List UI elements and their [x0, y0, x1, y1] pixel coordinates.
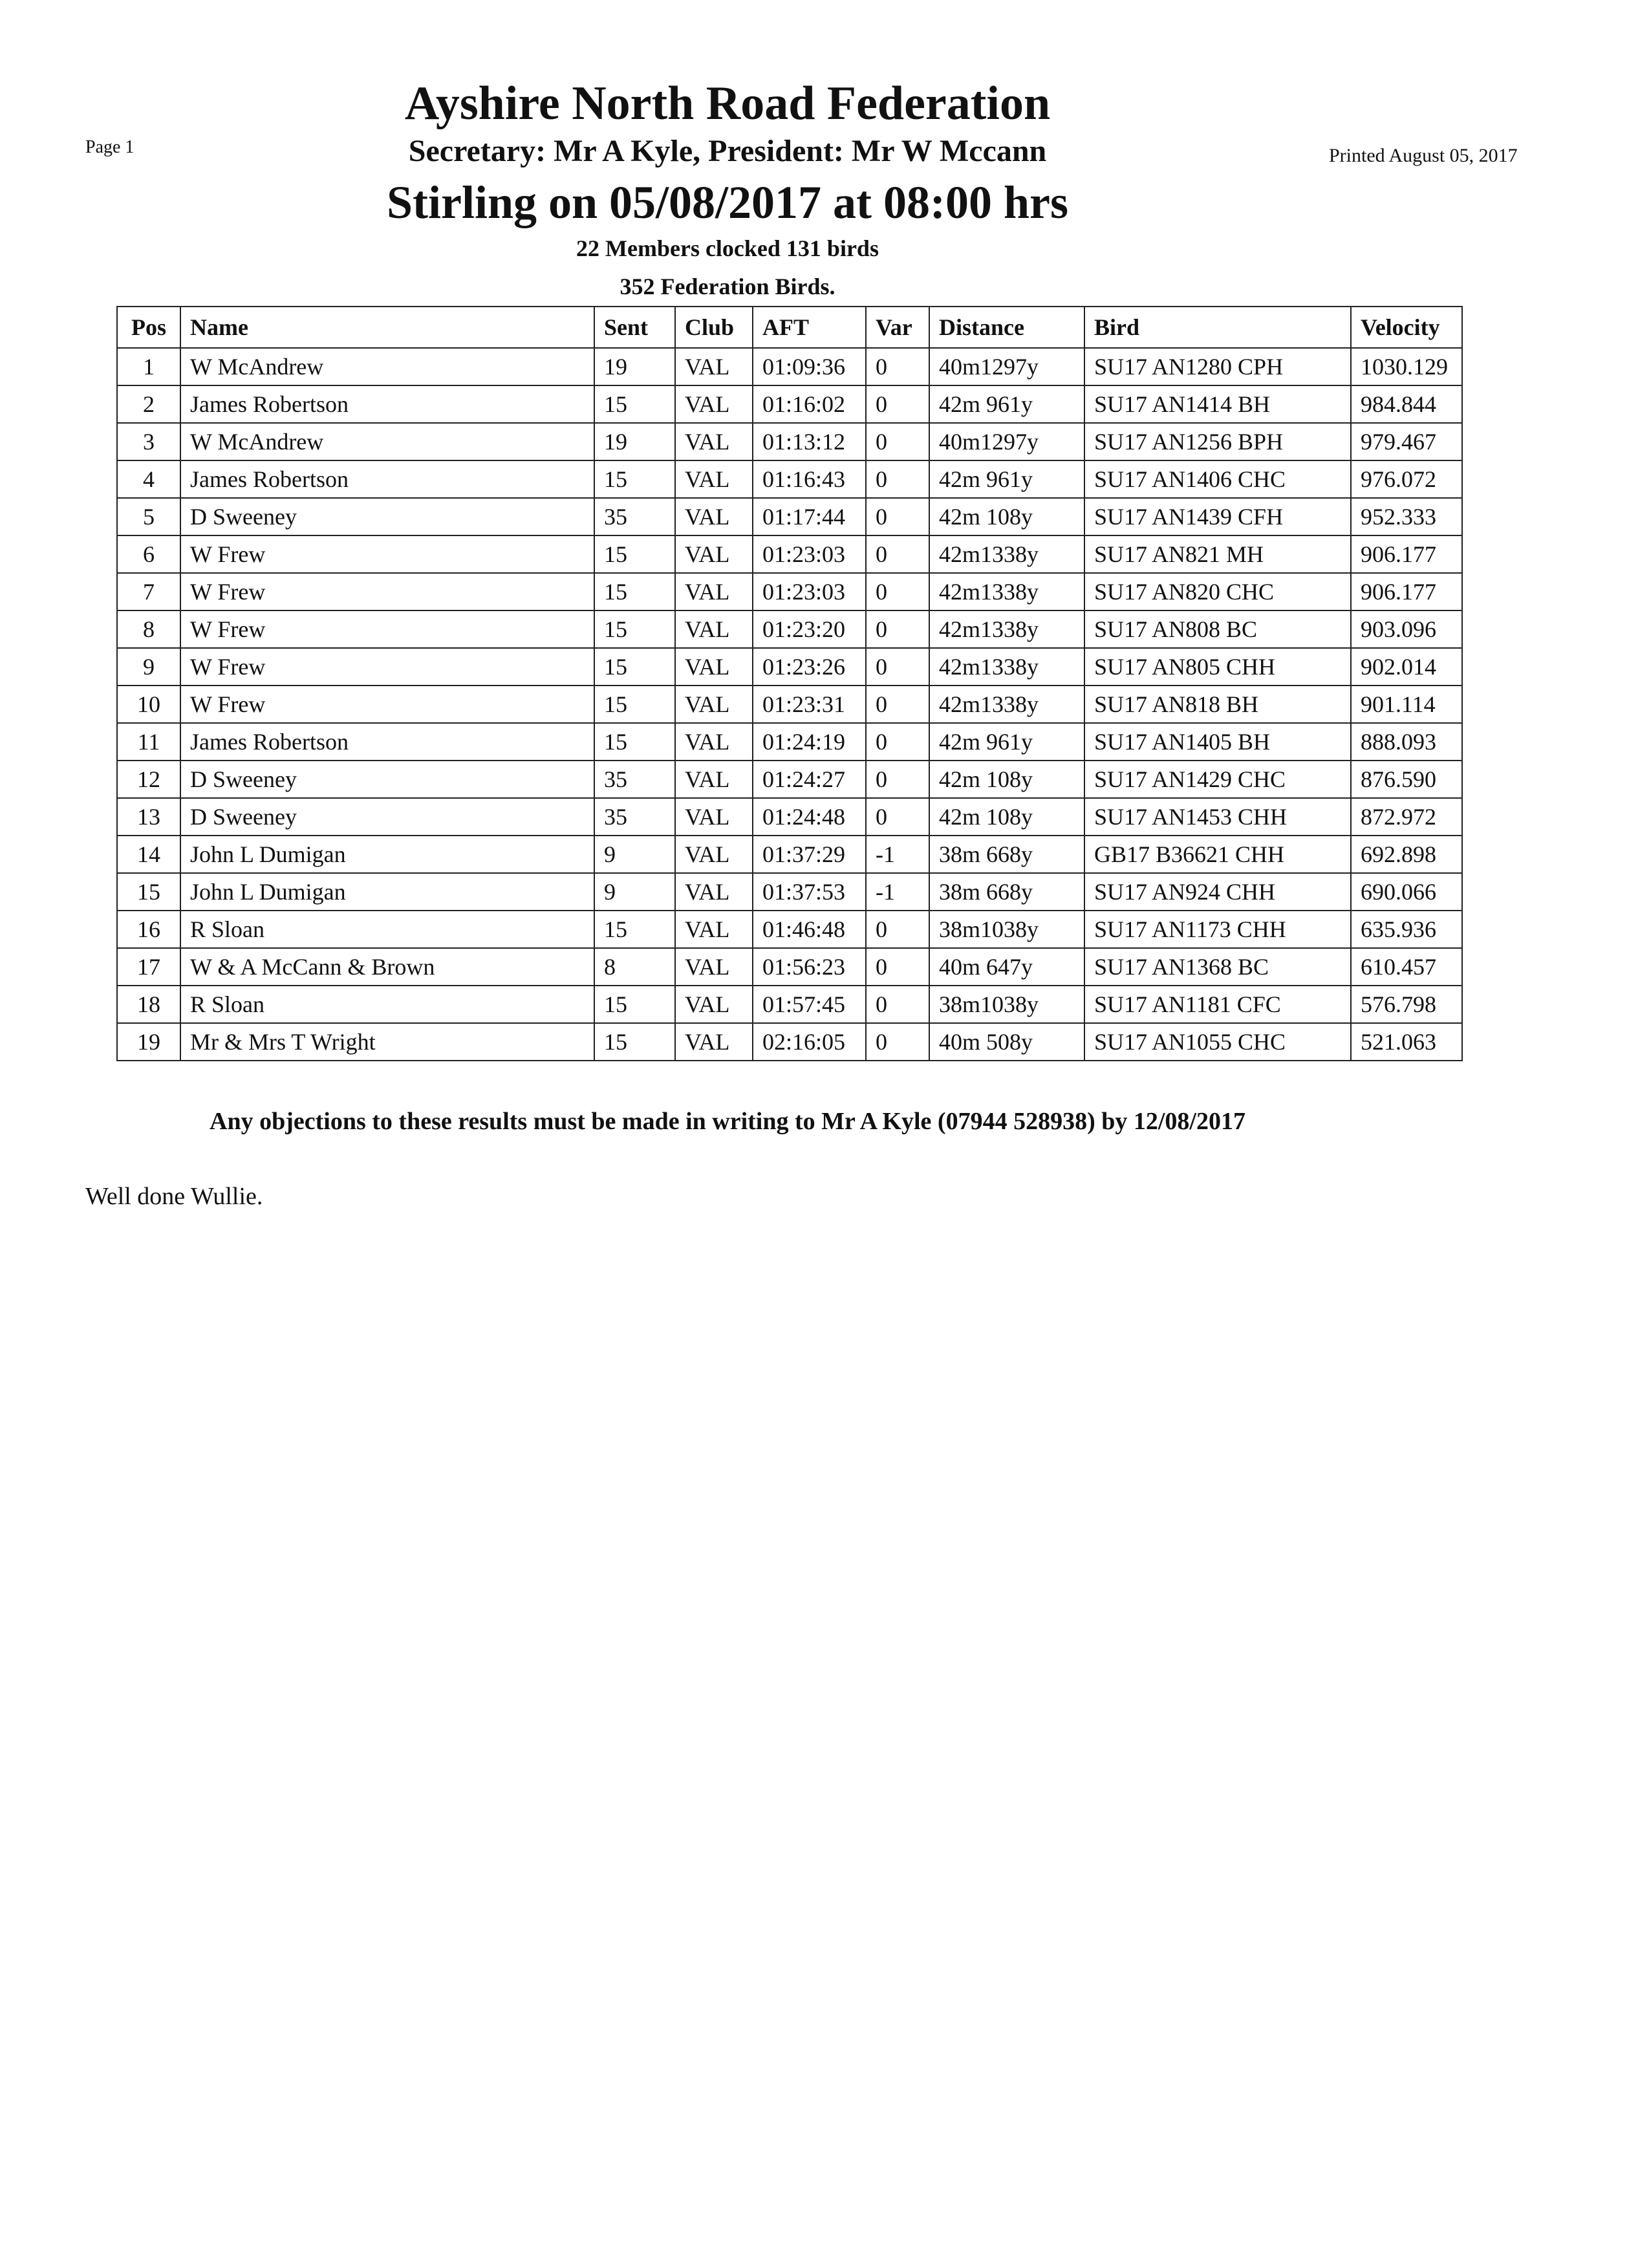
cell-pos: 2 — [117, 385, 180, 423]
cell-distance: 42m1338y — [929, 573, 1084, 610]
table-row — [117, 873, 1462, 911]
cell-velocity: 901.114 — [1351, 686, 1462, 723]
cell-name: W McAndrew — [180, 423, 594, 460]
cell-var: 0 — [866, 610, 929, 648]
cell-club: VAL — [675, 798, 753, 836]
cell-aft: 01:23:26 — [753, 648, 866, 686]
table-row — [117, 385, 1462, 423]
cell-velocity: 872.972 — [1351, 798, 1462, 836]
cell-aft: 01:46:48 — [753, 911, 866, 948]
table-row — [117, 798, 1462, 836]
page-number: Page 1 — [85, 137, 135, 157]
cell-sent: 15 — [594, 573, 675, 610]
cell-sent: 15 — [594, 686, 675, 723]
cell-velocity: 576.798 — [1351, 986, 1462, 1023]
cell-aft: 01:57:45 — [753, 986, 866, 1023]
cell-velocity: 876.590 — [1351, 761, 1462, 798]
cell-var: 0 — [866, 986, 929, 1023]
col-header-velocity: Velocity — [1351, 307, 1462, 348]
cell-aft: 01:23:20 — [753, 610, 866, 648]
cell-aft: 01:24:19 — [753, 723, 866, 761]
cell-velocity: 903.096 — [1351, 610, 1462, 648]
cell-club: VAL — [675, 836, 753, 873]
col-header-club: Club — [675, 307, 753, 348]
cell-distance: 38m 668y — [929, 836, 1084, 873]
cell-distance: 40m 647y — [929, 948, 1084, 986]
cell-var: 0 — [866, 911, 929, 948]
cell-sent: 35 — [594, 798, 675, 836]
cell-pos: 11 — [117, 723, 180, 761]
cell-aft: 01:09:36 — [753, 348, 866, 385]
table-row — [117, 686, 1462, 723]
members-clocked: 22 Members clocked 131 birds — [576, 235, 879, 261]
cell-distance: 42m1338y — [929, 648, 1084, 686]
cell-velocity: 906.177 — [1351, 573, 1462, 610]
cell-bird: SU17 AN1368 BC — [1084, 948, 1351, 986]
table-row — [117, 498, 1462, 535]
cell-name: James Robertson — [180, 385, 594, 423]
cell-aft: 01:13:12 — [753, 423, 866, 460]
table-row — [117, 348, 1462, 385]
officials-line: Secretary: Mr A Kyle, President: Mr W Mccann — [408, 134, 1047, 168]
cell-velocity: 984.844 — [1351, 385, 1462, 423]
cell-club: VAL — [675, 460, 753, 498]
cell-var: 0 — [866, 385, 929, 423]
table-row — [117, 460, 1462, 498]
cell-name: James Robertson — [180, 723, 594, 761]
cell-var: 0 — [866, 498, 929, 535]
table-row — [117, 836, 1462, 873]
table-row — [117, 610, 1462, 648]
cell-name: W & A McCann & Brown — [180, 948, 594, 986]
cell-distance: 42m1338y — [929, 610, 1084, 648]
cell-distance: 42m 961y — [929, 460, 1084, 498]
cell-club: VAL — [675, 761, 753, 798]
cell-club: VAL — [675, 723, 753, 761]
printed-date: Printed August 05, 2017 — [1329, 145, 1518, 166]
cell-sent: 19 — [594, 423, 675, 460]
cell-distance: 42m 961y — [929, 723, 1084, 761]
cell-velocity: 952.333 — [1351, 498, 1462, 535]
cell-pos: 14 — [117, 836, 180, 873]
table-row — [117, 573, 1462, 610]
closing-note: Well done Wullie. — [85, 1183, 263, 1210]
cell-name: W Frew — [180, 610, 594, 648]
cell-distance: 40m1297y — [929, 423, 1084, 460]
cell-name: R Sloan — [180, 911, 594, 948]
cell-club: VAL — [675, 348, 753, 385]
cell-sent: 15 — [594, 1023, 675, 1061]
cell-pos: 8 — [117, 610, 180, 648]
cell-sent: 15 — [594, 535, 675, 573]
cell-bird: SU17 AN820 CHC — [1084, 573, 1351, 610]
cell-club: VAL — [675, 686, 753, 723]
cell-distance: 40m 508y — [929, 1023, 1084, 1061]
cell-bird: SU17 AN1256 BPH — [1084, 423, 1351, 460]
cell-sent: 15 — [594, 911, 675, 948]
cell-pos: 15 — [117, 873, 180, 911]
results-table — [116, 306, 1463, 1061]
cell-sent: 15 — [594, 648, 675, 686]
cell-distance: 42m 961y — [929, 385, 1084, 423]
table-header-row — [117, 307, 1462, 348]
cell-club: VAL — [675, 535, 753, 573]
cell-distance: 42m 108y — [929, 761, 1084, 798]
cell-pos: 12 — [117, 761, 180, 798]
table-row — [117, 986, 1462, 1023]
cell-sent: 35 — [594, 498, 675, 535]
cell-name: John L Dumigan — [180, 873, 594, 911]
cell-velocity: 1030.129 — [1351, 348, 1462, 385]
cell-name: James Robertson — [180, 460, 594, 498]
cell-distance: 38m1038y — [929, 986, 1084, 1023]
cell-club: VAL — [675, 986, 753, 1023]
cell-sent: 19 — [594, 348, 675, 385]
cell-bird: SU17 AN808 BC — [1084, 610, 1351, 648]
cell-aft: 01:23:31 — [753, 686, 866, 723]
table-row — [117, 1023, 1462, 1061]
cell-bird: SU17 AN805 CHH — [1084, 648, 1351, 686]
cell-var: 0 — [866, 348, 929, 385]
col-header-bird: Bird — [1084, 307, 1351, 348]
cell-var: 0 — [866, 798, 929, 836]
col-header-aft: AFT — [753, 307, 866, 348]
cell-name: D Sweeney — [180, 761, 594, 798]
cell-velocity: 888.093 — [1351, 723, 1462, 761]
cell-pos: 6 — [117, 535, 180, 573]
cell-var: 0 — [866, 460, 929, 498]
cell-aft: 01:16:02 — [753, 385, 866, 423]
cell-distance: 42m1338y — [929, 686, 1084, 723]
cell-club: VAL — [675, 911, 753, 948]
cell-velocity: 692.898 — [1351, 836, 1462, 873]
cell-sent: 15 — [594, 723, 675, 761]
cell-velocity: 902.014 — [1351, 648, 1462, 686]
cell-pos: 16 — [117, 911, 180, 948]
cell-bird: SU17 AN1173 CHH — [1084, 911, 1351, 948]
cell-pos: 4 — [117, 460, 180, 498]
cell-var: 0 — [866, 648, 929, 686]
cell-club: VAL — [675, 948, 753, 986]
cell-pos: 1 — [117, 348, 180, 385]
cell-aft: 01:37:53 — [753, 873, 866, 911]
cell-sent: 15 — [594, 610, 675, 648]
table-row — [117, 948, 1462, 986]
cell-aft: 02:16:05 — [753, 1023, 866, 1061]
cell-velocity: 635.936 — [1351, 911, 1462, 948]
cell-var: 0 — [866, 1023, 929, 1061]
cell-club: VAL — [675, 873, 753, 911]
cell-pos: 3 — [117, 423, 180, 460]
cell-name: W Frew — [180, 686, 594, 723]
cell-name: R Sloan — [180, 986, 594, 1023]
cell-pos: 9 — [117, 648, 180, 686]
table-row — [117, 535, 1462, 573]
cell-sent: 8 — [594, 948, 675, 986]
cell-var: 0 — [866, 948, 929, 986]
cell-club: VAL — [675, 648, 753, 686]
cell-name: John L Dumigan — [180, 836, 594, 873]
page-title: Ayshire North Road Federation — [404, 77, 1051, 130]
cell-bird: SU17 AN1280 CPH — [1084, 348, 1351, 385]
cell-var: 0 — [866, 723, 929, 761]
cell-name: W McAndrew — [180, 348, 594, 385]
cell-club: VAL — [675, 498, 753, 535]
cell-bird: SU17 AN1439 CFH — [1084, 498, 1351, 535]
objections-notice: Any objections to these results must be made in writing to Mr A Kyle (07944 528938) by 12/08/2017 — [210, 1108, 1245, 1135]
cell-var: 0 — [866, 761, 929, 798]
cell-sent: 15 — [594, 986, 675, 1023]
cell-club: VAL — [675, 610, 753, 648]
cell-distance: 42m1338y — [929, 535, 1084, 573]
cell-pos: 7 — [117, 573, 180, 610]
cell-distance: 38m 668y — [929, 873, 1084, 911]
cell-var: -1 — [866, 873, 929, 911]
col-header-var: Var — [866, 307, 929, 348]
cell-pos: 17 — [117, 948, 180, 986]
cell-name: D Sweeney — [180, 798, 594, 836]
cell-aft: 01:24:48 — [753, 798, 866, 836]
cell-pos: 13 — [117, 798, 180, 836]
table-row — [117, 723, 1462, 761]
cell-bird: SU17 AN1429 CHC — [1084, 761, 1351, 798]
cell-bird: SU17 AN1181 CFC — [1084, 986, 1351, 1023]
cell-aft: 01:16:43 — [753, 460, 866, 498]
col-header-sent: Sent — [594, 307, 675, 348]
federation-birds: 352 Federation Birds. — [620, 274, 835, 299]
cell-bird: SU17 AN1414 BH — [1084, 385, 1351, 423]
cell-pos: 5 — [117, 498, 180, 535]
cell-pos: 10 — [117, 686, 180, 723]
cell-bird: SU17 AN821 MH — [1084, 535, 1351, 573]
cell-club: VAL — [675, 1023, 753, 1061]
cell-sent: 35 — [594, 761, 675, 798]
cell-sent: 9 — [594, 873, 675, 911]
cell-distance: 38m1038y — [929, 911, 1084, 948]
cell-aft: 01:24:27 — [753, 761, 866, 798]
cell-bird: SU17 AN924 CHH — [1084, 873, 1351, 911]
cell-aft: 01:17:44 — [753, 498, 866, 535]
cell-name: D Sweeney — [180, 498, 594, 535]
cell-aft: 01:23:03 — [753, 535, 866, 573]
cell-club: VAL — [675, 423, 753, 460]
cell-name: W Frew — [180, 573, 594, 610]
cell-sent: 15 — [594, 385, 675, 423]
cell-pos: 18 — [117, 986, 180, 1023]
cell-bird: SU17 AN1406 CHC — [1084, 460, 1351, 498]
cell-aft: 01:23:03 — [753, 573, 866, 610]
table-row — [117, 423, 1462, 460]
table-row — [117, 761, 1462, 798]
cell-velocity: 976.072 — [1351, 460, 1462, 498]
cell-name: Mr & Mrs T Wright — [180, 1023, 594, 1061]
cell-sent: 15 — [594, 460, 675, 498]
cell-var: 0 — [866, 535, 929, 573]
race-heading: Stirling on 05/08/2017 at 08:00 hrs — [386, 177, 1069, 228]
col-header-distance: Distance — [929, 307, 1084, 348]
cell-distance: 40m1297y — [929, 348, 1084, 385]
table-row — [117, 911, 1462, 948]
cell-name: W Frew — [180, 535, 594, 573]
cell-var: 0 — [866, 686, 929, 723]
cell-name: W Frew — [180, 648, 594, 686]
cell-var: -1 — [866, 836, 929, 873]
cell-sent: 9 — [594, 836, 675, 873]
cell-aft: 01:56:23 — [753, 948, 866, 986]
cell-bird: SU17 AN1453 CHH — [1084, 798, 1351, 836]
cell-club: VAL — [675, 573, 753, 610]
cell-bird: SU17 AN1405 BH — [1084, 723, 1351, 761]
cell-club: VAL — [675, 385, 753, 423]
cell-velocity: 610.457 — [1351, 948, 1462, 986]
table-row — [117, 648, 1462, 686]
col-header-pos: Pos — [117, 307, 180, 348]
cell-aft: 01:37:29 — [753, 836, 866, 873]
cell-velocity: 690.066 — [1351, 873, 1462, 911]
col-header-name: Name — [180, 307, 594, 348]
cell-bird: GB17 B36621 CHH — [1084, 836, 1351, 873]
cell-velocity: 906.177 — [1351, 535, 1462, 573]
cell-velocity: 521.063 — [1351, 1023, 1462, 1061]
cell-pos: 19 — [117, 1023, 180, 1061]
cell-bird: SU17 AN818 BH — [1084, 686, 1351, 723]
cell-var: 0 — [866, 573, 929, 610]
cell-distance: 42m 108y — [929, 498, 1084, 535]
cell-distance: 42m 108y — [929, 798, 1084, 836]
cell-velocity: 979.467 — [1351, 423, 1462, 460]
cell-var: 0 — [866, 423, 929, 460]
cell-bird: SU17 AN1055 CHC — [1084, 1023, 1351, 1061]
